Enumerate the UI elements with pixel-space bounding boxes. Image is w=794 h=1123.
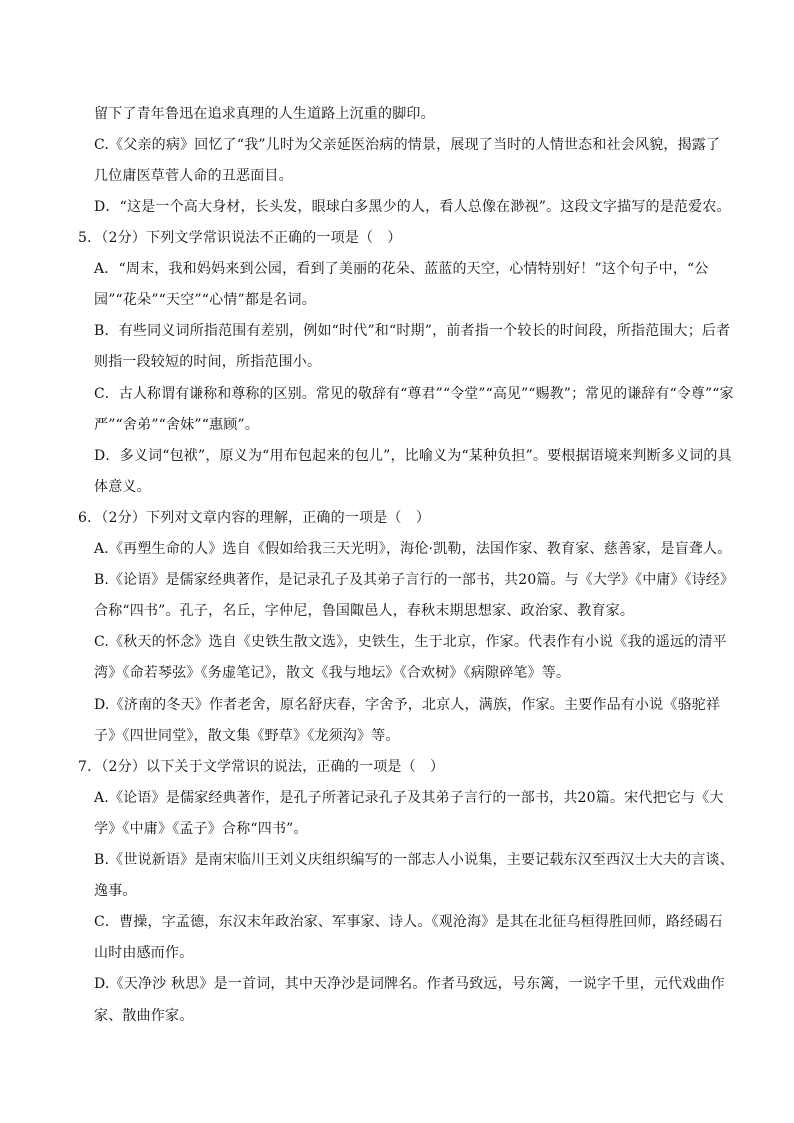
text-line: C.《父亲的病》回忆了“我”儿时为父亲延医治病的情景，展现了当时的人情世态和社会风貌，揭露了 xyxy=(94,137,721,153)
text-line: D.《天净沙 秋思》是一首词，其中天净沙是词牌名。作者马致远，号东篱，一说字千里，元代戏曲作 xyxy=(94,976,725,992)
text-line: D．“这是一个高大身材，长头发，眼球白多黑少的人，看人总像在渺视”。这段文字描写的是范爱农。 xyxy=(94,199,731,215)
question-6-stem: 6．（2分）下列对文章内容的理解，正确的一项是（ ） xyxy=(78,510,431,526)
text-line: A.《再塑生命的人》选自《假如给我三天光明》，海伦·凯勒，法国作家、教育家、慈善家，是盲聋人。 xyxy=(94,541,732,557)
text-line: D．多义词“包袱”，原义为“用布包起来的包儿”，比喻义为“某种负担”。要根据语境来判断多义词的具 xyxy=(94,448,732,464)
text-line: 园”“花朵”“天空”“心情”都是名词。 xyxy=(94,292,316,308)
text-line: B.《论语》是儒家经典著作，是记录孔子及其弟子言行的一部书，共20篇。与《大学》《中庸》《诗经》 xyxy=(94,572,735,588)
text-line: 留下了青年鲁迅在追求真理的人生道路上沉重的脚印。 xyxy=(94,106,435,122)
text-line: 严”“舍弟”“舍妹”“惠顾”。 xyxy=(94,417,260,433)
text-line: 湾》《命若琴弦》《务虚笔记》，散文《我与地坛》《合欢树》《病隙碎笔》等。 xyxy=(94,665,571,681)
text-line: 逸事。 xyxy=(94,883,137,899)
text-line: 山时由感而作。 xyxy=(94,945,194,961)
text-line: 则指一段较短的时间，所指范围小。 xyxy=(94,354,322,370)
text-line: 子》《四世同堂》，散文集《野草》《龙须沟》等。 xyxy=(94,728,400,744)
text-line: C．古人称谓有谦称和尊称的区别。常见的敬辞有“尊君”“令堂”“高见”“赐教”；常见的谦辞有“令尊”“家 xyxy=(94,386,734,402)
text-line: D.《济南的冬天》作者老舍，原名舒庆春，字舍予，北京人，满族，作家。主要作品有小说《骆驼祥 xyxy=(94,697,721,713)
question-7-stem: 7．（2分）以下关于文学常识的说法，正确的一项是（ ） xyxy=(78,759,445,775)
text-line: A.《论语》是儒家经典著作，是孔子所著记录孔子及其弟子言行的一部书，共20篇。宋代把它与《大 xyxy=(94,790,724,806)
text-line: 学》《中庸》《孟子》合称“四书”。 xyxy=(94,821,308,837)
text-line: 家、散曲作家。 xyxy=(94,1008,194,1024)
question-5-stem: 5．（2分）下列文学常识说法不正确的一项是（ ） xyxy=(78,230,402,246)
text-line: 几位庸医草菅人命的丑恶面目。 xyxy=(94,168,293,184)
text-line: C．曹操，字孟德，东汉末年政治家、军事家、诗人。《观沧海》是其在北征乌桓得胜回师，路经碣石 xyxy=(94,914,723,930)
text-line: B．有些同义词所指范围有差别，例如“时代”和“时期”，前者指一个较长的时间段，所指范围大；后者 xyxy=(94,323,731,339)
text-line: 合称“四书”。孔子，名丘，字仲尼，鲁国陬邑人，春秋末期思想家、政治家、教育家。 xyxy=(94,603,635,619)
text-line: A．“周末，我和妈妈来到公园，看到了美丽的花朵、蓝蓝的天空，心情特别好！”这个句子中，“公 xyxy=(94,261,709,277)
text-line: C.《秋天的怀念》选自《史铁生散文选》，史铁生，生于北京，作家。代表作有小说《我的遥远的清平 xyxy=(94,634,727,650)
text-line: B.《世说新语》是南宋临川王刘义庆组织编写的一部志人小说集，主要记载东汉至西汉士大夫的言谈、 xyxy=(94,852,734,868)
text-line: 体意义。 xyxy=(94,479,151,495)
